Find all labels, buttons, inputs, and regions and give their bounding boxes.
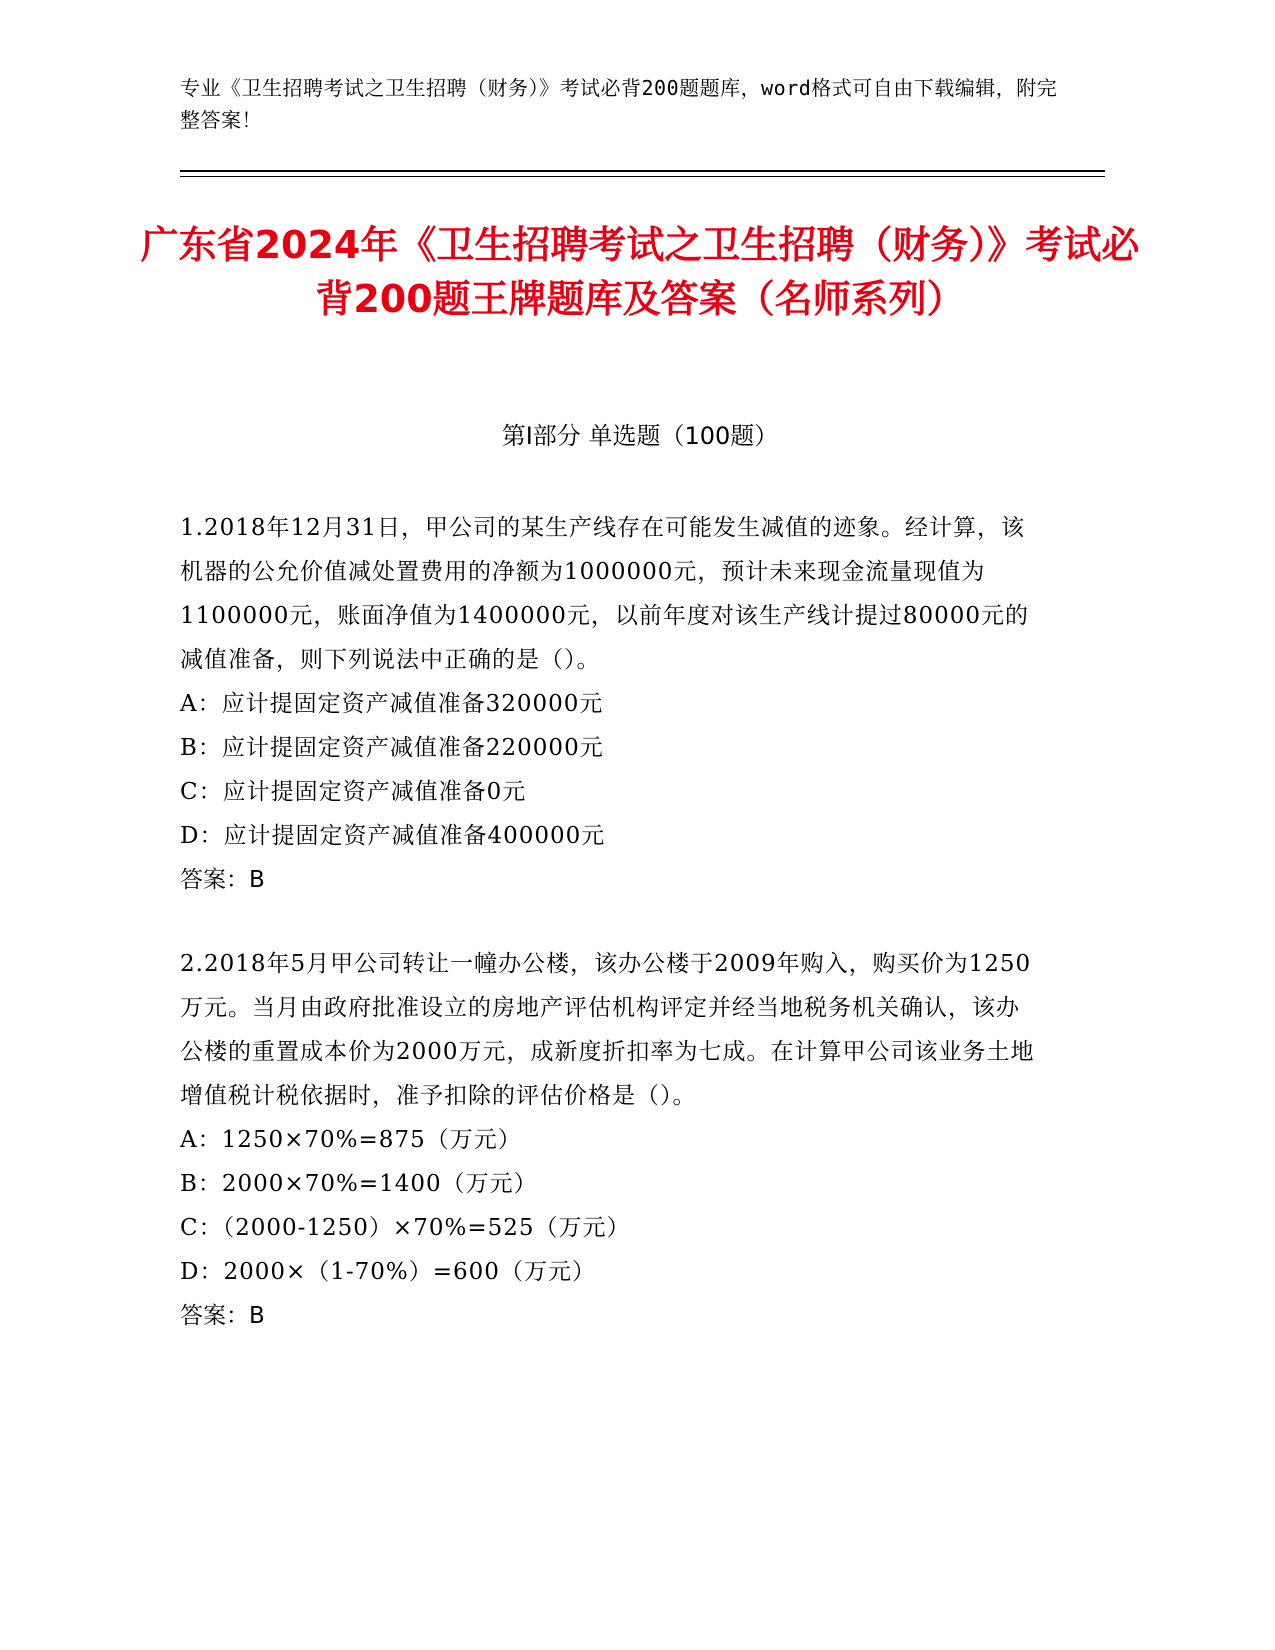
header-note: 专业《卫生招聘考试之卫生招聘（财务）》考试必背200题题库，word格式可自由下载编辑，附完整答案！ bbox=[180, 76, 1058, 132]
option-c: C：应计提固定资产减值准备0元 bbox=[180, 779, 527, 805]
header-rule-thin bbox=[180, 176, 1105, 177]
question-2 bbox=[180, 942, 1040, 1338]
section-title: 第Ⅰ部分 单选题（100题） bbox=[501, 422, 779, 450]
option-a: A：1250×70%=875（万元） bbox=[180, 1127, 522, 1153]
option-d: D：2000×（1-70%）=600（万元） bbox=[180, 1259, 596, 1285]
header-rule-thick bbox=[180, 170, 1105, 172]
option-d: D：应计提固定资产减值准备400000元 bbox=[180, 823, 606, 849]
option-b: B：2000×70%=1400（万元） bbox=[180, 1171, 538, 1197]
document-title: 广东省2024年《卫生招聘考试之卫生招聘（财务）》考试必背200题王牌题库及答案（名师系列） bbox=[140, 223, 1140, 321]
question-1 bbox=[180, 506, 1040, 902]
option-c: C：（2000-1250）×70%=525（万元） bbox=[180, 1215, 631, 1241]
option-a: A：应计提固定资产减值准备320000元 bbox=[180, 691, 604, 717]
question-stem: 2.2018年5月甲公司转让一幢办公楼，该办公楼于2009年购入，购买价为1250万元。当月由政府批准设立的房地产评估机构评定并经当地税务机关确认，该办公楼的重置成本价为2000万元，成新度折扣率为七成。在计算甲公司该业务土地增值税计税依据时，准予扣除的评估价格是（）。 bbox=[180, 951, 1035, 1109]
question-stem: 1.2018年12月31日，甲公司的某生产线存在可能发生减值的迹象。经计算，该机器的公允价值减处置费用的净额为1000000元，预计未来现金流量现值为1100000元，账面净值为1400000元，以前年度对该生产线计提过80000元的减值准备，则下列说法中正确的是（）。 bbox=[180, 515, 1030, 673]
option-b: B：应计提固定资产减值准备220000元 bbox=[180, 735, 604, 761]
answer-label: 答案：B bbox=[180, 867, 265, 893]
answer-label: 答案：B bbox=[180, 1303, 265, 1329]
